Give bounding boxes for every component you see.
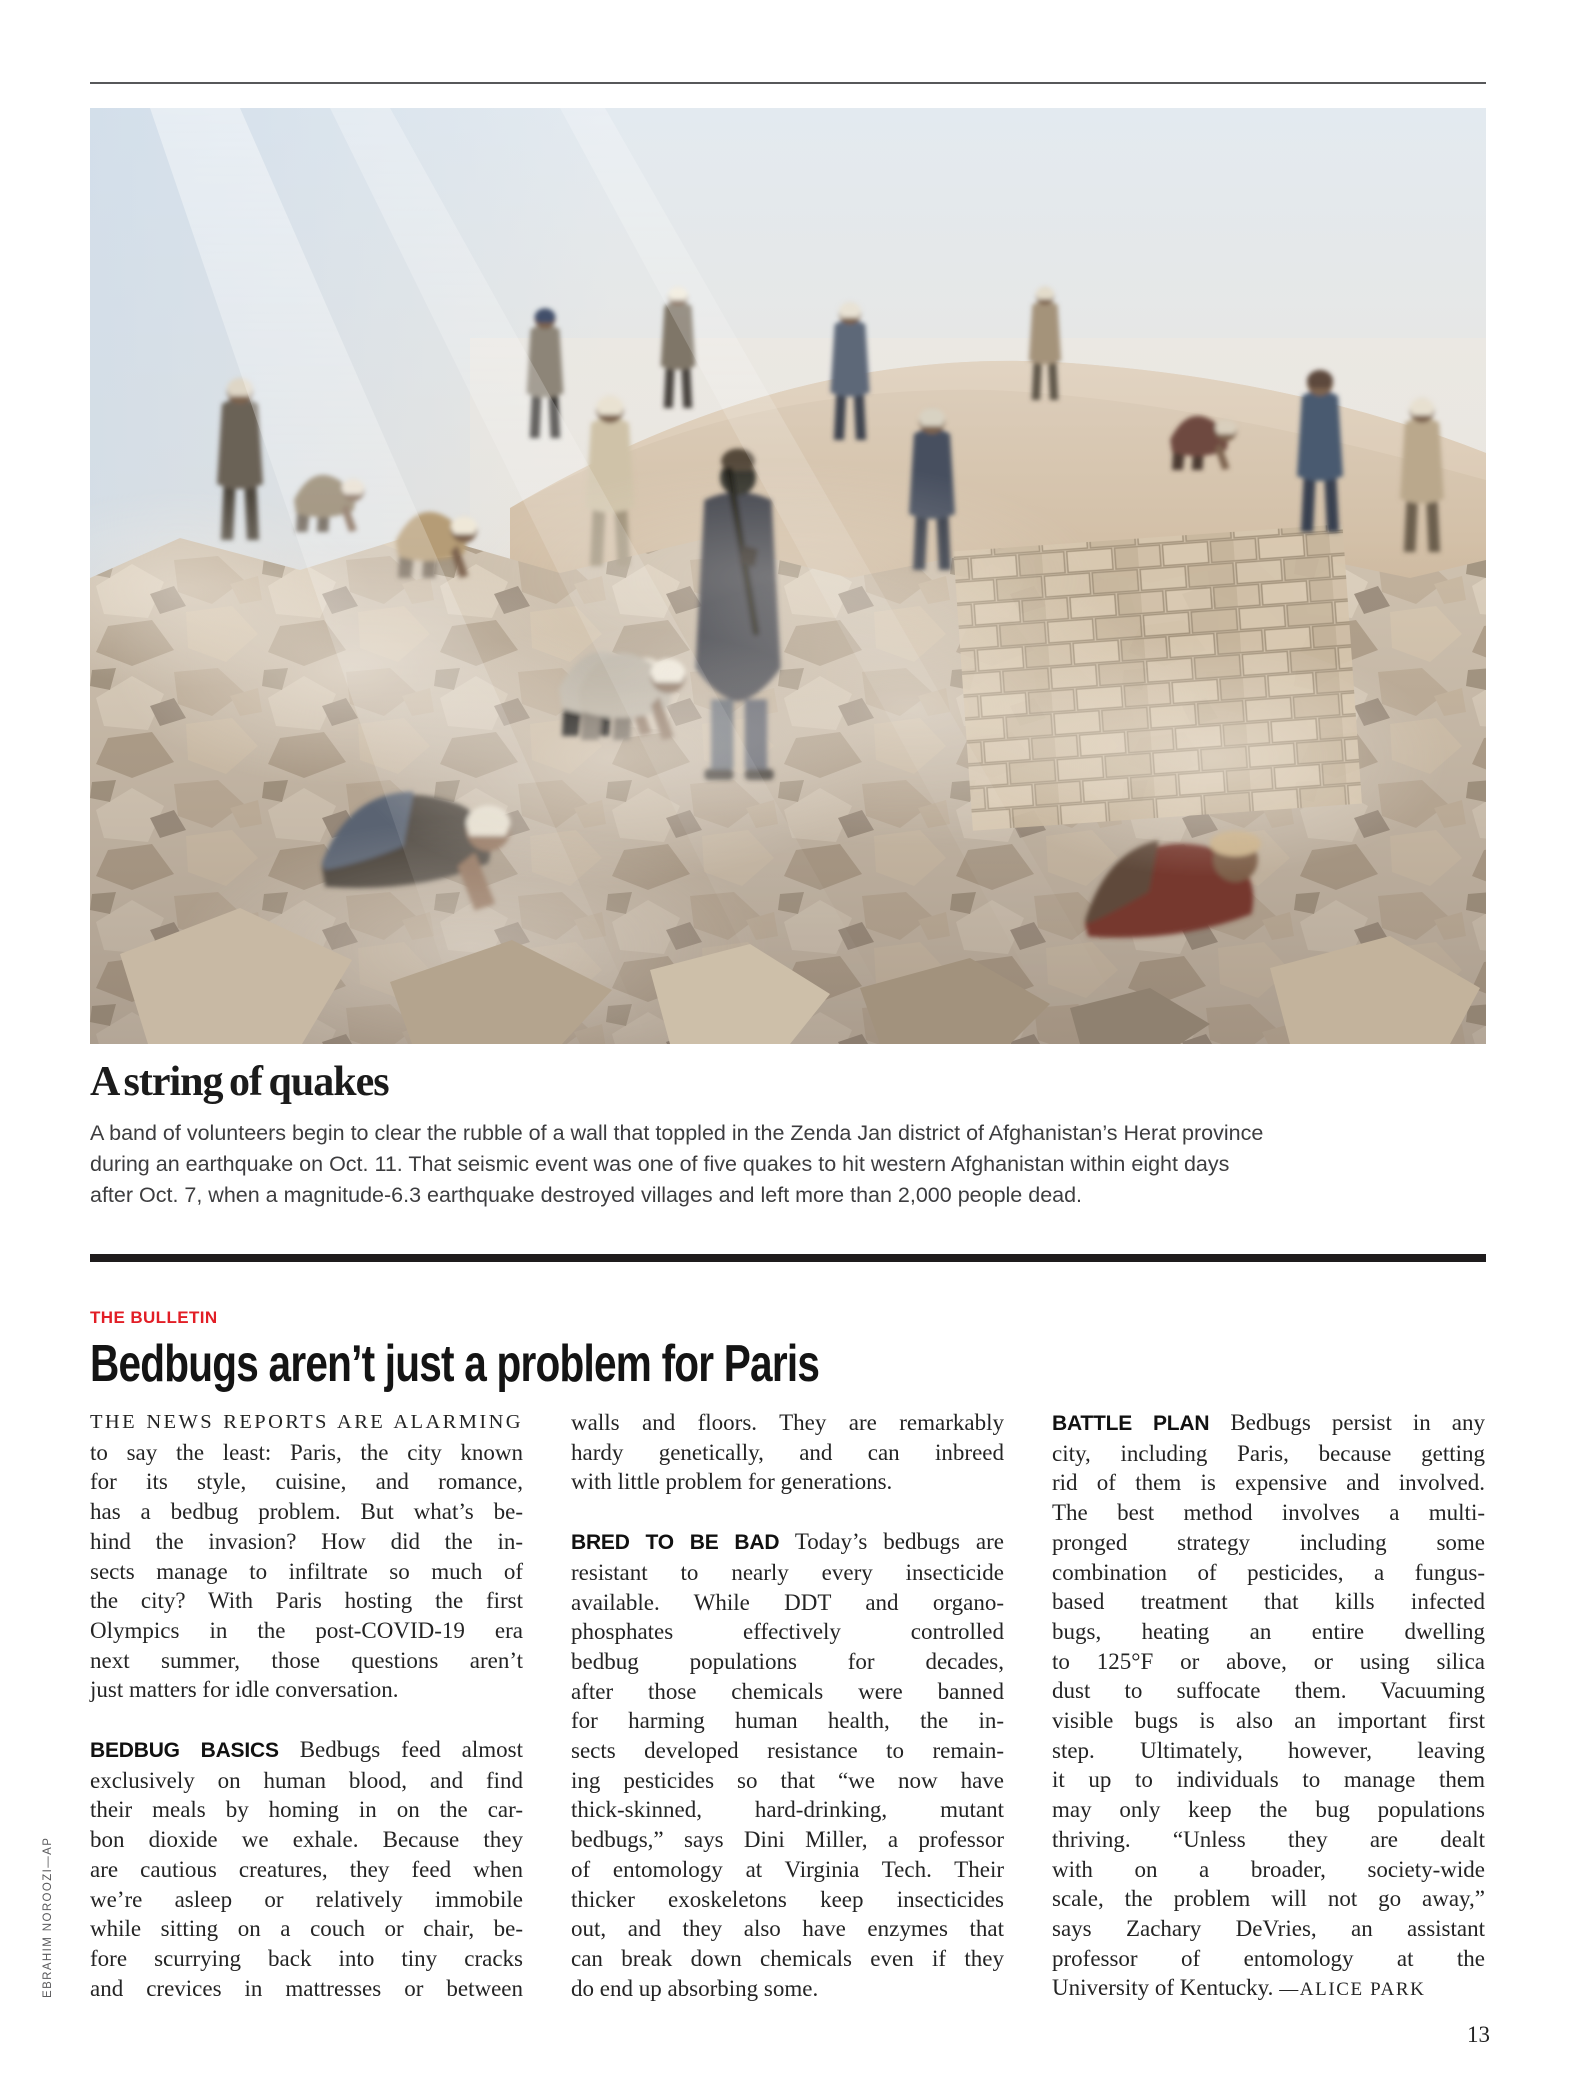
article-line: phosphates effectively controlled [571,1619,1004,1645]
article-line: to say the least: Paris, the city known [90,1439,523,1465]
article-line: THE NEWS REPORTS ARE ALARMING [90,1411,523,1433]
article-line: for harming human health, the in- [571,1708,1004,1734]
earthquake-photo-illustration [90,108,1486,1044]
article-line: Olympics in the post-COVID-19 era [90,1617,523,1643]
article-line: thicker exoskeletons keep insecticides [571,1886,1004,1912]
article-line: may only keep the bug populations [1052,1797,1485,1823]
article-line: bon dioxide we exhale. Because they [90,1827,523,1853]
earthquake-photo [90,108,1486,1044]
photo-caption-line: A band of volunteers begin to clear the rubble of a wall that toppled in the Zenda Jan district of Afghanistan’s Herat province [90,1121,1264,1145]
article-line: dust to suffocate them. Vacuuming [1052,1678,1485,1704]
photo-caption-line: after Oct. 7, when a magnitude-6.3 earthquake destroyed villages and left more than 2,000 people dead. [90,1183,1083,1207]
article-line: scale, the problem will not go away,” [1052,1886,1485,1912]
article-line: to 125°F or above, or using silica [1052,1648,1485,1674]
article-line: visible bugs is also an important first [1052,1708,1485,1734]
article-line: available. While DDT and organo- [571,1589,1004,1615]
paragraph-lead-label: BEDBUG BASICS [90,1739,279,1763]
page-number: 13 [1467,2022,1490,2047]
article-line: walls and floors. They are remarkably [571,1410,1004,1435]
bulletin-kicker: THE BULLETIN [90,1308,218,1327]
article-line: while sitting on a couch or chair, be- [90,1916,523,1942]
article-column-1 [90,1408,523,2005]
article-line: out, and they also have enzymes that [571,1916,1004,1942]
article-line: University of Kentucky. —ALICE PARK [1052,1975,1426,2001]
article-line: their meals by homing in on the car- [90,1797,523,1823]
bulletin-headline: Bedbugs aren’t just a problem for Paris [90,1335,820,1393]
article-line: for its style, cuisine, and romance, [90,1469,523,1495]
article-line: it up to individuals to manage them [1052,1767,1485,1793]
article-line: rid of them is expensive and involved. [1052,1470,1485,1496]
article-line: ing pesticides so that “we now have [571,1767,1004,1793]
article-line: sects manage to infiltrate so much of [90,1558,523,1584]
photo-caption [90,1118,1380,1211]
article-line: BEDBUG BASICS Bedbugs feed almost [90,1737,523,1763]
article-line: says Zachary DeVries, an assistant [1052,1915,1485,1941]
article-line: fore scurrying back into tiny cracks [90,1945,523,1971]
section-divider-bar [90,1254,1486,1262]
photo-story-headline: A string of quakes [90,1059,389,1105]
article-line: we’re asleep or relatively immobile [90,1886,523,1912]
byline: —ALICE PARK [1279,1979,1426,2001]
article-line: hardy genetically, and can inbreed [571,1439,1004,1465]
paragraph-lead-label: BRED TO BE BAD [571,1531,780,1555]
article-line: The best method involves a multi- [1052,1500,1485,1526]
article-line: professor of entomology at the [1052,1945,1485,1971]
article-line: can break down chemicals even if they [571,1945,1004,1971]
article-line: BATTLE PLAN Bedbugs persist in any [1052,1410,1486,1435]
article-column-2 [571,1408,1004,2005]
article-line: are cautious creatures, they feed when [90,1856,523,1882]
paragraph-lead-label: BATTLE PLAN [1052,1412,1210,1435]
article-line: pronged strategy including some [1052,1529,1485,1555]
article-line: and crevices in mattresses or between [90,1975,523,2001]
article-line: bedbug populations for decades, [571,1648,1004,1674]
article-line: step. Ultimately, however, leaving [1052,1737,1485,1763]
article-line: BRED TO BE BAD Today’s bedbugs are [571,1529,1004,1555]
article-line: exclusively on human blood, and find [90,1767,523,1793]
article-line: after those chemicals were banned [571,1678,1004,1704]
article-line: resistant to nearly every insecticide [571,1559,1004,1585]
article-line: based treatment that kills infected [1052,1589,1485,1615]
article-column-3 [1052,1408,1485,2005]
article-line: sects developed resistance to remain- [571,1738,1004,1764]
article-line: bugs, heating an entire dwelling [1052,1618,1485,1644]
article-line: combination of pesticides, a fungus- [1052,1559,1485,1585]
article-line: has a bedbug problem. But what’s be- [90,1499,523,1525]
photo-credit-vertical: EBRAHIM NOROOZI—AP [42,1836,54,1998]
top-rule [90,82,1486,84]
article-line: do end up absorbing some. [571,1975,819,2001]
article-line: bedbugs,” says Dini Miller, a professor [571,1827,1004,1853]
article-line: with little problem for generations. [571,1469,893,1495]
article-columns [90,1408,1486,2005]
article-line: just matters for idle conversation. [90,1677,399,1703]
article-line: the city? With Paris hosting the first [90,1588,523,1614]
article-line: of entomology at Virginia Tech. Their [571,1856,1004,1882]
article-line: city, including Paris, because getting [1052,1440,1485,1466]
article-line: with on a broader, society-wide [1052,1856,1485,1882]
photo-caption-line: during an earthquake on Oct. 11. That seismic event was one of five quakes to hit western Afghanistan within eight days [90,1152,1230,1176]
article-line: thriving. “Unless they are dealt [1052,1826,1485,1852]
article-line: hind the invasion? How did the in- [90,1528,523,1554]
article-line: thick-skinned, hard-drinking, mutant [571,1797,1004,1823]
article-line: next summer, those questions aren’t [90,1647,523,1673]
